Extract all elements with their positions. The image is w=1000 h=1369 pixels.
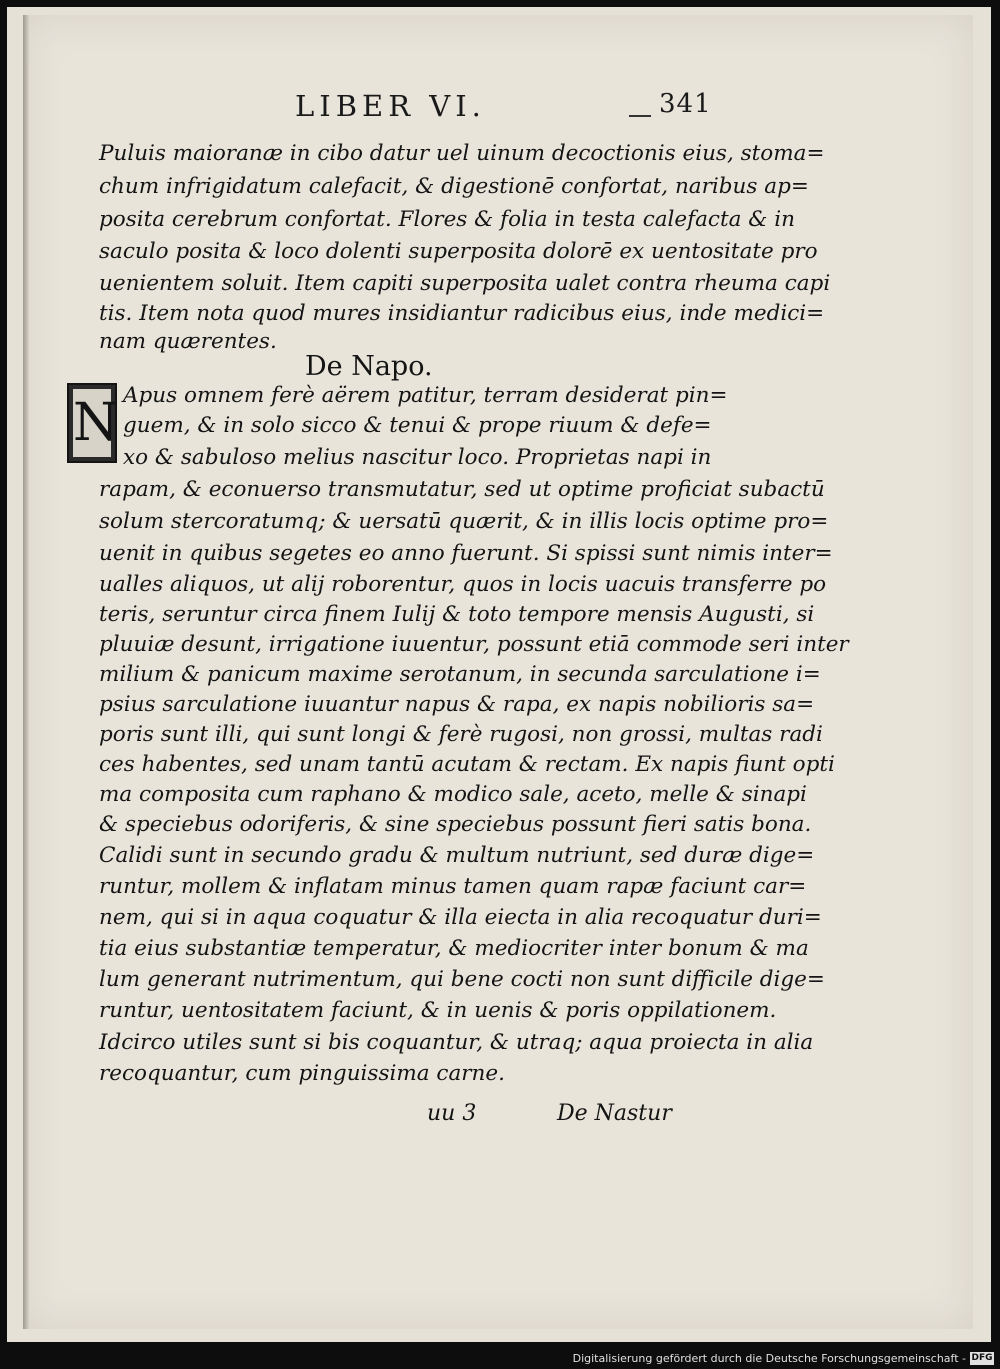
text-line: ma composita cum raphano & modico sale, aceto, melle & sinapi — [99, 782, 807, 807]
text-line: milium & panicum maxime serotanum, in secunda sarculatione i= — [99, 662, 821, 687]
text-line: uenientem soluit. Item capiti superposita ualet contra rheuma capi — [99, 271, 831, 296]
text-line: Calidi sunt in secundo gradu & multum nutriunt, sed duræ dige= — [99, 843, 815, 868]
text-line: saculo posita & loco dolenti superposita dolorē ex uentositate pro — [99, 239, 818, 264]
text-line: teris, seruntur circa finem Iulij & toto tempore mensis Augusti, si — [99, 602, 815, 627]
initial-letter: N — [73, 389, 111, 457]
text-line: guem, & in solo sicco & tenui & prope riuum & defe= — [123, 413, 712, 438]
text-line: solum stercoratumq; & uersatū quærit, & in illis locis optime pro= — [99, 509, 829, 534]
text-line: recoquantur, cum pinguissima carne. — [99, 1061, 505, 1086]
text-line: tia eius substantiæ temperatur, & mediocriter inter bonum & ma — [99, 936, 809, 961]
folio-dash — [629, 115, 651, 117]
text-line: psius sarculatione iuuantur napus & rapa, ex napis nobilioris sa= — [99, 692, 815, 717]
text-line: xo & sabuloso melius nascitur loco. Proprietas napi in — [123, 445, 712, 470]
text-line: tis. Item nota quod mures insidiantur radicibus eius, inde medici= — [99, 301, 825, 326]
text-line: poris sunt illi, qui sunt longi & ferè rugosi, non grossi, multas radi — [99, 722, 823, 747]
text-line: & speciebus odoriferis, & sine speciebus possunt fieri satis bona. — [99, 812, 812, 837]
funding-credit: Digitalisierung gefördert durch die Deutsche Forschungsgemeinschaft - — [572, 1352, 966, 1365]
catchword: De Nastur — [557, 1101, 672, 1126]
text-line: lum generant nutrimentum, qui bene cocti non sunt difficile dige= — [99, 967, 825, 992]
scan-frame — [7, 7, 991, 1342]
text-line: nam quærentes. — [99, 329, 277, 354]
text-line: posita cerebrum confortat. Flores & folia in testa calefacta & in — [99, 207, 795, 232]
signature-mark: uu 3 — [427, 1101, 477, 1126]
text-line: ualles aliquos, ut alij roborentur, quos in locis uacuis transferre po — [99, 572, 827, 597]
text-line: rapam, & econuerso transmutatur, sed ut optime proficiat subactū — [99, 477, 825, 502]
text-line: ces habentes, sed unam tantū acutam & rectam. Ex napis fiunt opti — [99, 752, 835, 777]
folio-number: 341 — [659, 89, 712, 119]
page-gutter-shadow — [23, 15, 29, 1329]
running-head: LIBER VI. — [295, 89, 486, 123]
text-line: Apus omnem ferè aërem patitur, terram desiderat pin= — [123, 383, 728, 408]
text-line: Puluis maioranæ in cibo datur uel uinum decoctionis eius, stoma= — [99, 141, 825, 166]
dfg-logo: DFG — [971, 1353, 993, 1363]
text-line: Idcirco utiles sunt si bis coquantur, & utraq; aqua proiecta in alia — [99, 1030, 814, 1055]
text-line: runtur, mollem & inflatam minus tamen quam rapæ faciunt car= — [99, 874, 807, 899]
text-line: runtur, uentositatem faciunt, & in uenis & poris oppilationem. — [99, 998, 777, 1023]
text-line: chum infrigidatum calefacit, & digestionē confortat, naribus ap= — [99, 174, 809, 199]
text-line: pluuiæ desunt, irrigatione iuuentur, possunt etiā commode seri inter — [99, 632, 849, 657]
section-heading: De Napo. — [305, 351, 433, 382]
text-line: nem, qui si in aqua coquatur & illa eiecta in alia recoquatur duri= — [99, 905, 822, 930]
decorated-initial — [67, 383, 117, 463]
book-page — [23, 15, 973, 1329]
text-line: uenit in quibus segetes eo anno fuerunt. Si spissi sunt nimis inter= — [99, 541, 833, 566]
